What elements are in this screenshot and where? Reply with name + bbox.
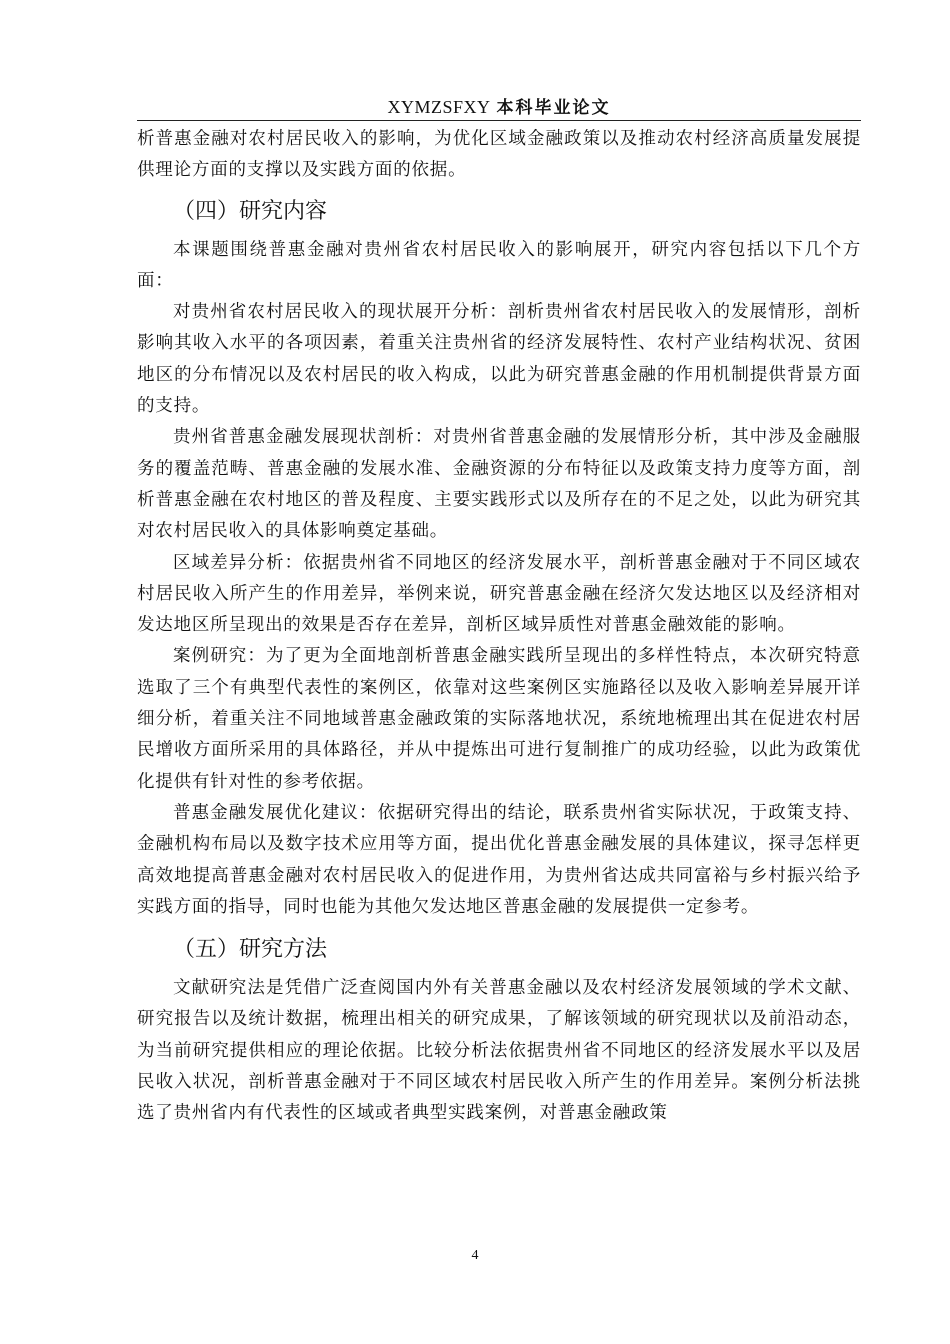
page-number: 4 xyxy=(471,1248,479,1263)
paragraph-intro: 本课题围绕普惠金融对贵州省农村居民收入的影响展开，研究内容包括以下几个方面： xyxy=(137,239,861,291)
header-latin: XYMZSFXY xyxy=(387,97,491,117)
paragraph-inclusive-finance-status: 贵州省普惠金融发展现状剖析：对贵州省普惠金融的发展情形分析，其中涉及金融服务的覆盖范畴、普惠金融的发展水准、金融资源的分布特征以及政策支持力度等方面，剖析普惠金融在农村地区的普及程度、主要实践形式以及所存在的不足之处，以此为研究其对农村居民收入的具体影响奠定基础。 xyxy=(137,427,861,542)
page-header xyxy=(137,94,861,121)
paragraph-income-status: 对贵州省农村居民收入的现状展开分析：剖析贵州省农村居民收入的发展情形，剖析影响其收入水平的各项因素，着重关注贵州省的经济发展特性、农村产业结构状况、贫困地区的分布情况以及农村居民的收入构成，以此为研究普惠金融的作用机制提供背景方面的支持。 xyxy=(137,302,861,417)
header-title xyxy=(388,98,611,118)
header-cjk-title: 本科毕业论文 xyxy=(496,98,611,118)
paragraph-optimization-suggestions: 普惠金融发展优化建议：依据研究得出的结论，联系贵州省实际状况，于政策支持、金融机构布局以及数字技术应用等方面，提出优化普惠金融发展的具体建议，探寻怎样更高效地提高普惠金融对农村居民收入的促进作用，为贵州省达成共同富裕与乡村振兴给予实践方面的指导，同时也能为其他欠发达地区普惠金融的发展提供一定参考。 xyxy=(137,802,861,917)
section-heading-research-content: （四）研究内容 xyxy=(173,198,328,224)
paragraph-regional-differences: 区域差异分析：依据贵州省不同地区的经济发展水平，剖析普惠金融对于不同区域农村居民收入所产生的作用差异，举例来说，研究普惠金融在经济欠发达地区以及经济相对发达地区所呈现出的效果是否存在差异，剖析区域异质性对普惠金融效能的影响。 xyxy=(137,552,861,636)
page-body xyxy=(137,124,861,1130)
section-heading-research-methods: （五）研究方法 xyxy=(173,937,328,963)
paragraph-case-study: 案例研究：为了更为全面地剖析普惠金融实践所呈现出的多样性特点，本次研究特意选取了三个有典型代表性的案例区，依靠对这些案例区实施路径以及收入影响差异展开详细分析，着重关注不同地域普惠金融政策的实际落地状况，系统地梳理出其在促进农村居民增收方面所采用的具体路径，并从中提炼出可进行复制推广的成功经验，以此为政策优化提供有针对性的参考依据。 xyxy=(137,646,861,792)
paragraph-continued: 析普惠金融对农村居民收入的影响，为优化区域金融政策以及推动农村经济高质量发展提供理论方面的支撑以及实践方面的依据。 xyxy=(137,129,861,181)
paragraph-methods: 文献研究法是凭借广泛查阅国内外有关普惠金融以及农村经济发展领域的学术文献、研究报告以及统计数据，梳理出相关的研究成果，了解该领域的研究现状以及前沿动态，为当前研究提供相应的理论依据。比较分析法依据贵州省不同地区的经济发展水平以及居民收入状况，剖析普惠金融对于不同区域农村居民收入所产生的作用差异。案例分析法挑选了贵州省内有代表性的区域或者典型实践案例，对普惠金融政策 xyxy=(137,978,861,1124)
